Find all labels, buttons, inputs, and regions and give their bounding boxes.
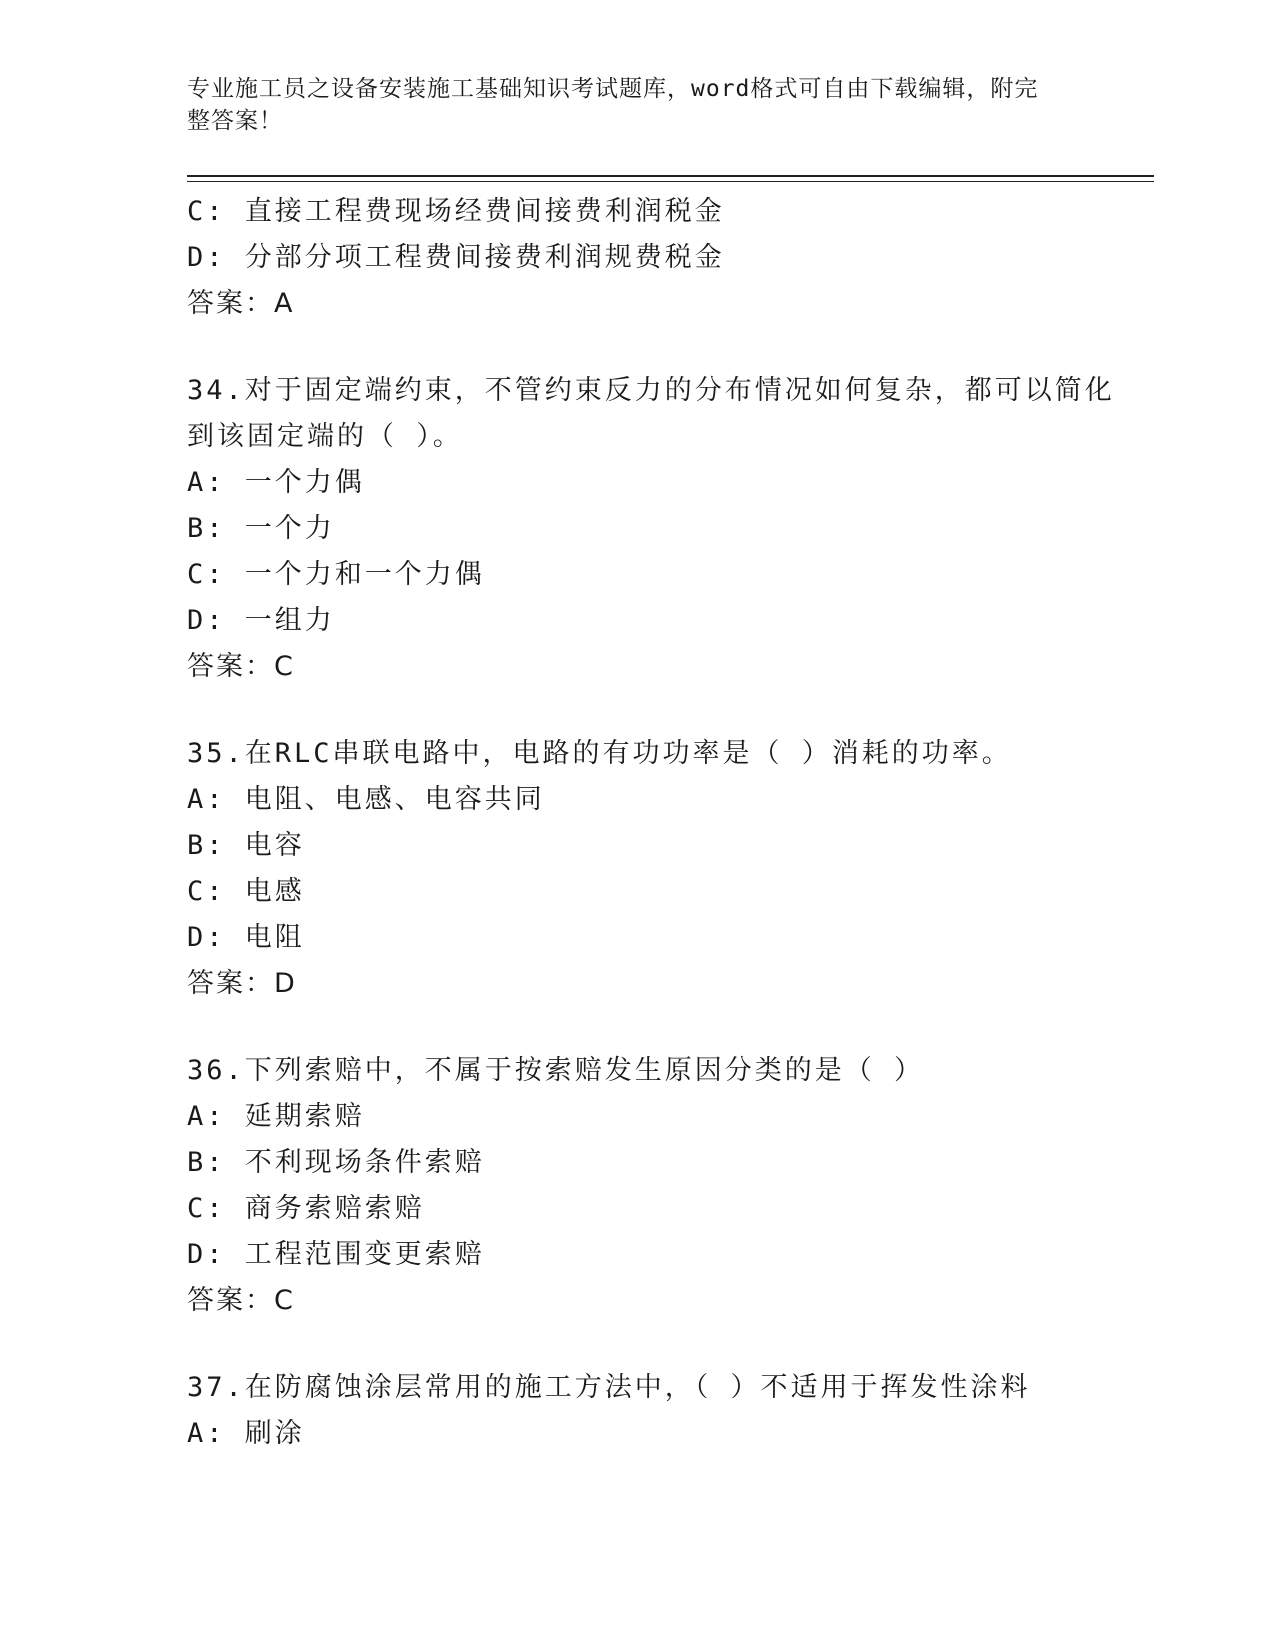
question-stem-continued: 到该固定端的（ ）。 (187, 421, 463, 452)
option-a: A: 延期索赔 (187, 1101, 365, 1132)
option-c: C: 电感 (187, 876, 305, 907)
option-a: A: 电阻、电感、电容共同 (187, 784, 545, 815)
option-a: A: 刷涂 (187, 1418, 305, 1449)
spacer (187, 327, 1087, 368)
option-c: C: 商务索赔索赔 (187, 1193, 425, 1224)
question-stem: 36.下列索赔中，不属于按索赔发生原因分类的是（ ） (187, 1055, 925, 1086)
header-divider-thick (187, 175, 1154, 177)
option-d: D: 一组力 (187, 605, 335, 636)
header-line-1: 专业施工员之设备安装施工基础知识考试题库，word格式可自由下载编辑，附完 (187, 76, 1039, 102)
option-d: D: 电阻 (187, 922, 305, 953)
question-stem: 37.在防腐蚀涂层常用的施工方法中，（ ）不适用于挥发性涂料 (187, 1372, 1031, 1403)
question-stem: 34.对于固定端约束，不管约束反力的分布情况如何复杂，都可以简化 (187, 375, 1115, 406)
question-37 (187, 1365, 1087, 1457)
option-b: B: 电容 (187, 830, 305, 861)
question-35 (187, 731, 1087, 1007)
answer: 答案：C (187, 651, 295, 682)
answer: 答案：D (187, 968, 297, 999)
question-list (187, 189, 1115, 1457)
option-b: B: 一个力 (187, 513, 335, 544)
header-line-2: 整答案！ (187, 108, 283, 134)
question-36 (187, 1048, 1087, 1324)
question-stem: 35.在RLC串联电路中，电路的有功功率是（ ）消耗的功率。 (187, 738, 1012, 769)
option-c: C: 一个力和一个力偶 (187, 559, 485, 590)
spacer (187, 1324, 1087, 1365)
option-a: A: 一个力偶 (187, 467, 365, 498)
option-d: D: 工程范围变更索赔 (187, 1239, 485, 1270)
header-divider-thin (187, 181, 1154, 182)
answer: 答案：A (187, 288, 295, 319)
spacer (187, 690, 1087, 731)
option-d: D: 分部分项工程费间接费利润规费税金 (187, 242, 725, 273)
document-header (187, 73, 1087, 137)
option-c: C: 直接工程费现场经费间接费利润税金 (187, 196, 725, 227)
spacer (187, 1007, 1087, 1048)
question-34 (187, 368, 1115, 690)
question-33-tail (187, 189, 1087, 327)
answer: 答案：C (187, 1285, 295, 1316)
option-b: B: 不利现场条件索赔 (187, 1147, 485, 1178)
